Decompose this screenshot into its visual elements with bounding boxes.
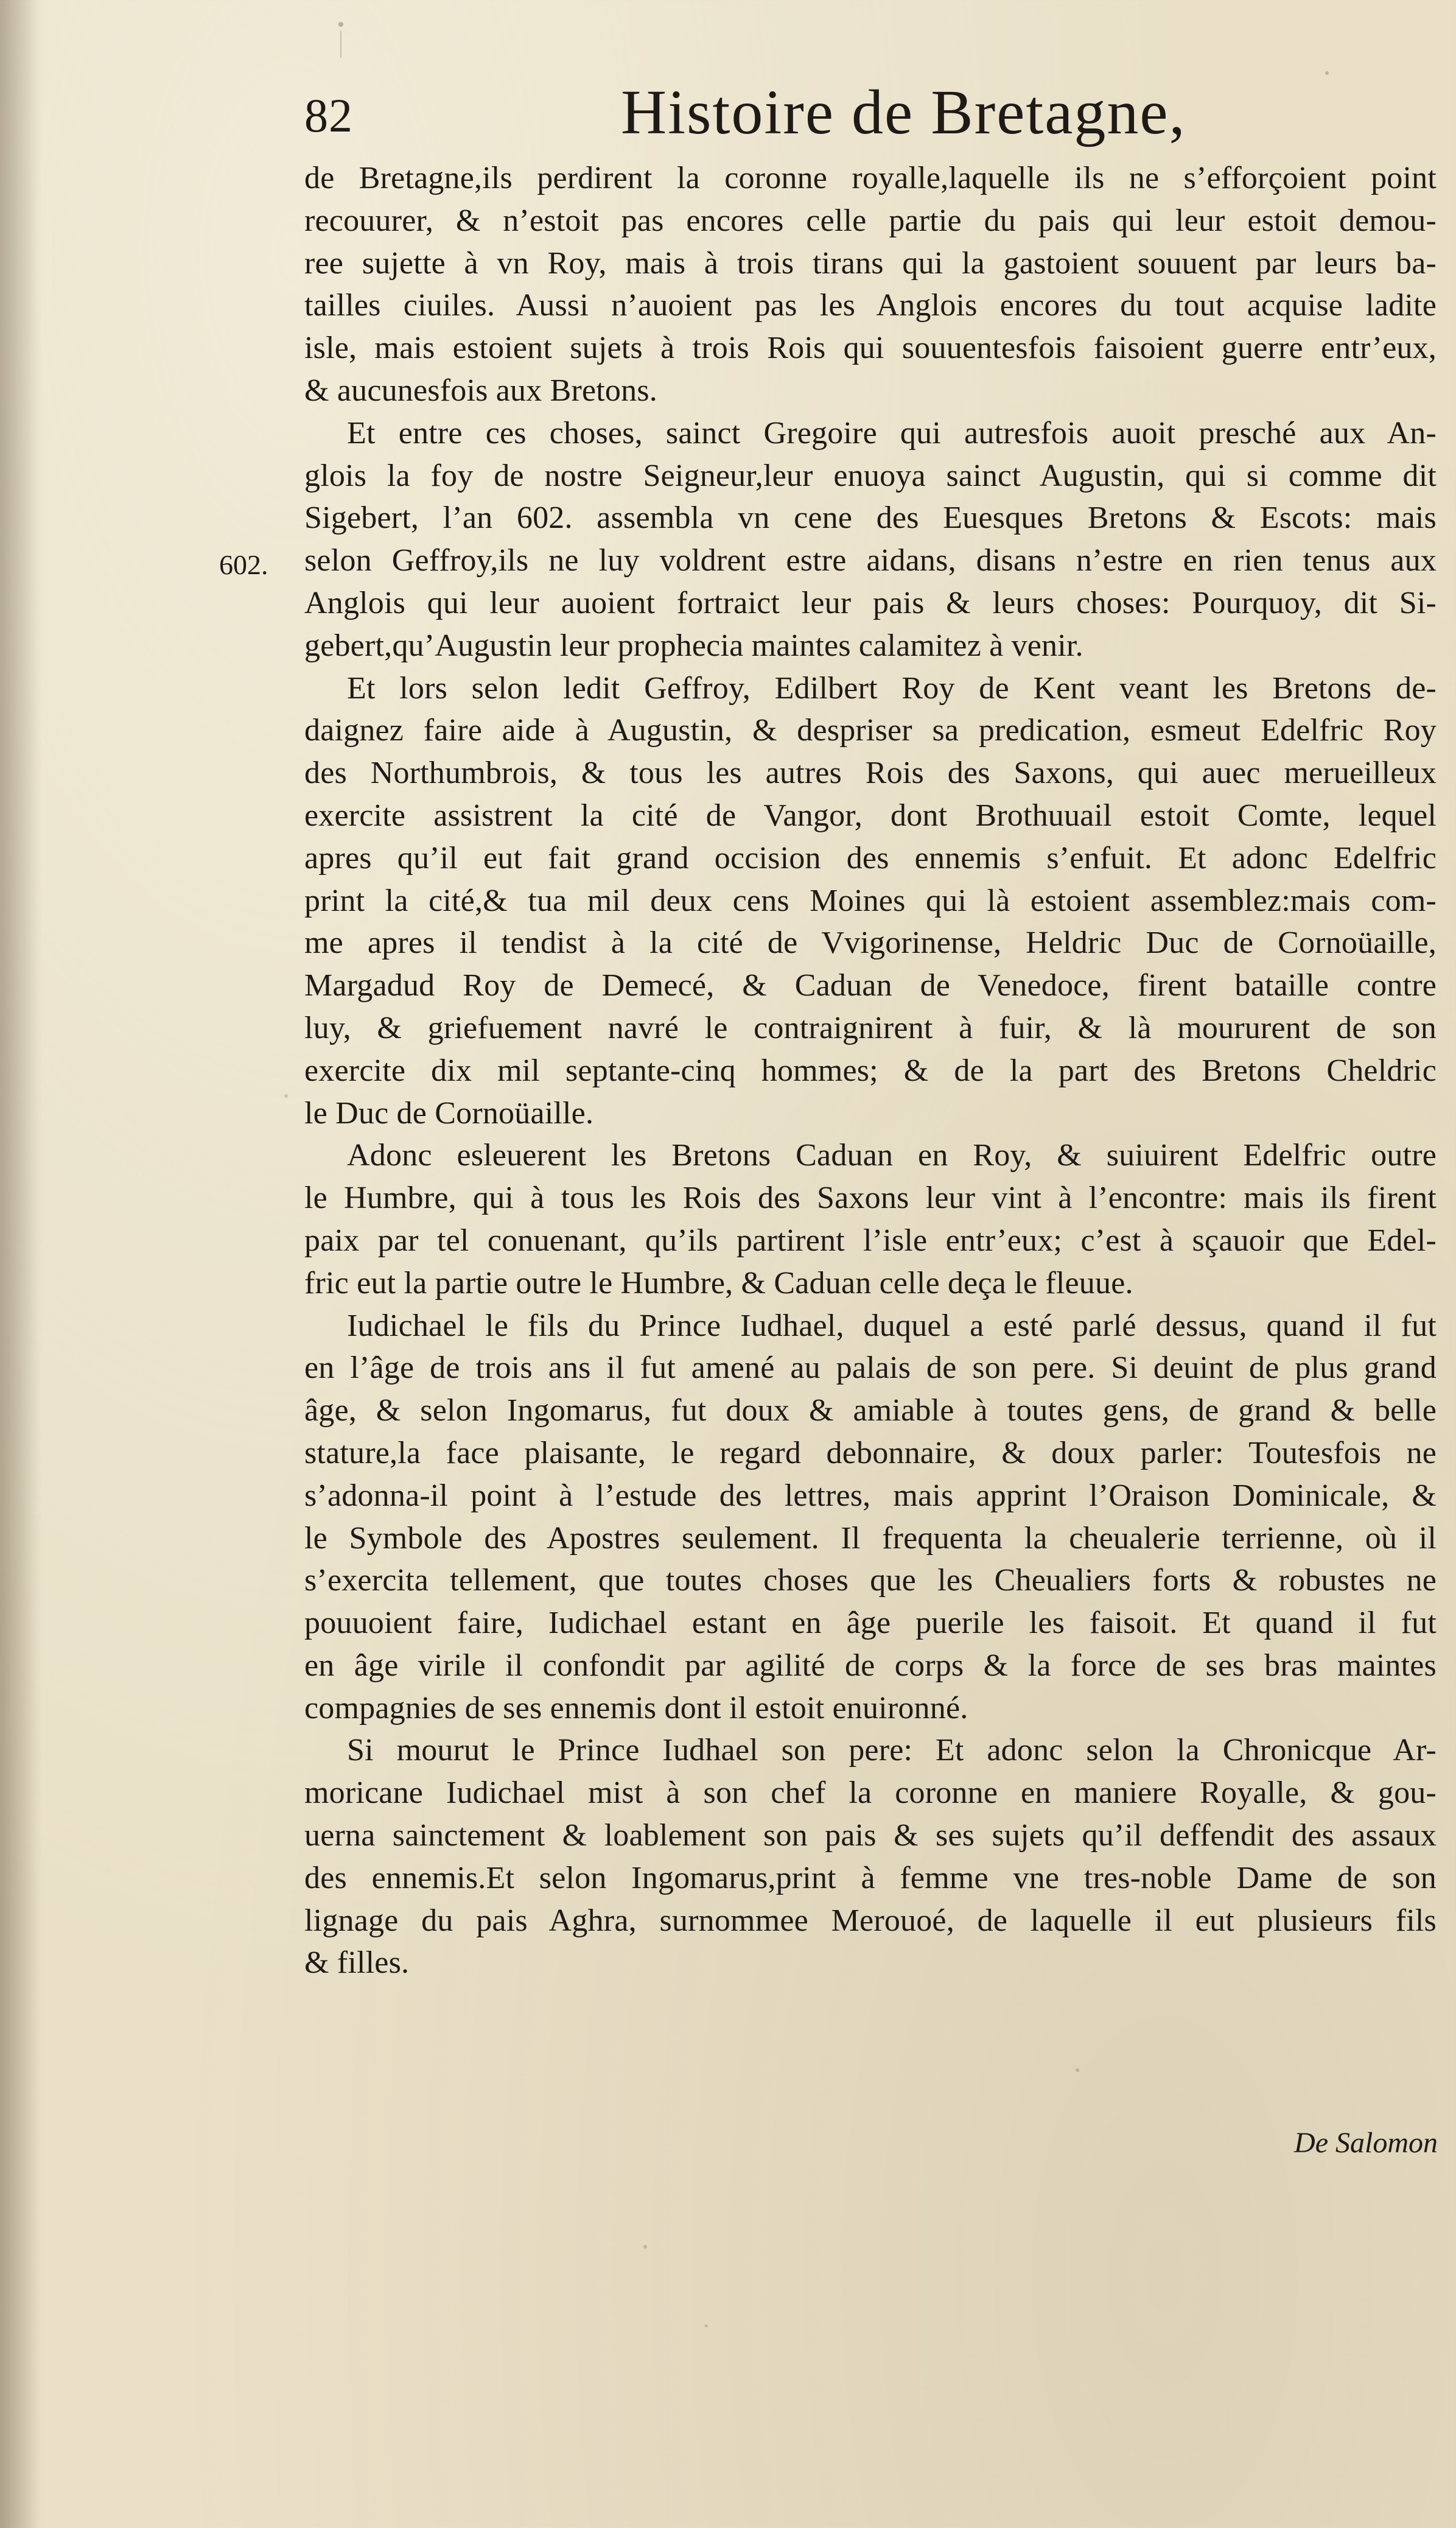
text-line: Adonc esleuerent les Bretons Caduan en Roy, & suiuirent Edelfric outre: [347, 1138, 1437, 1173]
text-line: des ennemis.Et selon Ingomarus,print à femme vne tres-noble Dame de son: [304, 1860, 1437, 1895]
text-line: tailles ciuiles. Aussi n’auoient pas les Anglois encores du tout acquise ladite: [304, 288, 1437, 323]
text-line: isle, mais estoient sujets à trois Rois qui souuentesfois faisoient guerre entr’eux,: [304, 331, 1437, 366]
text-line: moricane Iudichael mist à son chef la coronne en maniere Royalle, & gou-: [304, 1775, 1437, 1811]
text-line: gebert,qu’Augustin leur prophecia maintes calamitez à venir.: [304, 628, 1083, 663]
text-line: Iudichael le fils du Prince Iudhael, duquel a esté parlé dessus, quand il fut: [347, 1308, 1437, 1343]
catchword: De Salomon: [1294, 2127, 1438, 2159]
text-line: Anglois qui leur auoient fortraict leur pais & leurs choses: Pourquoy, dit Si-: [304, 585, 1437, 620]
text-line: exercite dix mil septante-cinq hommes; & de la part des Bretons Cheldric: [304, 1053, 1437, 1088]
text-line: âge, & selon Ingomarus, fut doux & amiable à toutes gens, de grand & belle: [304, 1393, 1437, 1428]
page-number: 82: [304, 89, 353, 142]
text-line: exercite assistrent la cité de Vangor, dont Brothuuail estoit Comte, lequel: [304, 798, 1437, 833]
body-text: [304, 157, 1437, 1984]
text-line: Si mourut le Prince Iudhael son pere: Et adonc selon la Chronicque Ar-: [347, 1733, 1437, 1768]
text-line: print la cité,& tua mil deux cens Moines qui là estoient assemblez:mais com-: [304, 883, 1437, 918]
text-line: compagnies de ses ennemis dont il estoit enuironné.: [304, 1690, 968, 1726]
text-line: des Northumbrois, & tous les autres Rois des Saxons, qui auec merueilleux: [304, 756, 1437, 791]
text-line: Sigebert, l’an 602. assembla vn cene des Euesques Bretons & Escots: mais: [304, 500, 1437, 536]
text-line: uerna sainctement & loablement son pais & ses sujets qu’il deffendit des assaux: [304, 1818, 1437, 1853]
text-line: fric eut la partie outre le Humbre, & Caduan celle deça le fleuue.: [304, 1265, 1133, 1301]
text-line: glois la foy de nostre Seigneur,leur enuoya sainct Augustin, qui si comme dit: [304, 458, 1437, 493]
margin-note: 602.: [219, 549, 268, 580]
text-line: en l’âge de trois ans il fut amené au palais de son pere. Si deuint de plus grand: [304, 1350, 1437, 1386]
text-line: me apres il tendist à la cité de Vvigorinense, Heldric Duc de Cornoüaille,: [304, 925, 1437, 961]
text-line: le Humbre, qui à tous les Rois des Saxons leur vint à l’encontre: mais ils firent: [304, 1181, 1437, 1216]
text-line: daignez faire aide à Augustin, & despriser sa predication, esmeut Edelfric Roy: [304, 713, 1437, 748]
text-line: de Bretagne,ils perdirent la coronne royalle,laquelle ils ne s’efforçoient point: [304, 161, 1437, 195]
binding-shadow: [0, 0, 43, 2528]
text-line: apres qu’il eut fait grand occision des ennemis s’enfuit. Et adonc Edelfric: [304, 840, 1437, 876]
text-line: le Symbole des Apostres seulement. Il frequenta la cheualerie terrienne, où il: [304, 1520, 1437, 1556]
text-line: Et entre ces choses, sainct Gregoire qui autresfois auoit presché aux An-: [347, 415, 1437, 451]
text-line: & filles.: [304, 1945, 410, 1981]
running-title: Histoire de Bretagne,: [621, 77, 1186, 147]
text-line: le Duc de Cornoüaille.: [304, 1095, 594, 1131]
text-line: lignage du pais Aghra, surnommee Merouoé, de laquelle il eut plusieurs fils: [304, 1903, 1437, 1938]
text-line: ree sujette à vn Roy, mais à trois tirans qui la gastoient souuent par leurs ba-: [304, 245, 1437, 281]
text-line: Margadud Roy de Demecé, & Caduan de Venedoce, firent bataille contre: [304, 968, 1437, 1003]
text-line: & aucunesfois aux Bretons.: [304, 373, 657, 408]
text-line: s’adonna-il point à l’estude des lettres, mais apprint l’Oraison Dominicale, &: [304, 1478, 1437, 1513]
text-line: luy, & griefuement navré le contraignirent à fuir, & là moururent de son: [304, 1010, 1437, 1045]
text-line: Et lors selon ledit Geffroy, Edilbert Roy de Kent veant les Bretons de-: [347, 670, 1437, 706]
text-line: stature,la face plaisante, le regard debonnaire, & doux parler: Toutesfois ne: [304, 1435, 1437, 1470]
text-line: recouurer, & n’estoit pas encores celle partie du pais qui leur estoit demou-: [304, 203, 1437, 238]
text-line: selon Geffroy,ils ne luy voldrent estre aidans, disans n’estre en rien tenus aux: [304, 543, 1437, 578]
text-line: pouuoient faire, Iudichael estant en âge puerile les faisoit. Et quand il fut: [304, 1606, 1437, 1641]
text-line: paix par tel conuenant, qu’ils partirent l’isle entr’eux; c’est à sçauoir que Edel-: [304, 1223, 1437, 1258]
text-line: en âge virile il confondit par agilité de corps & la force de ses bras maintes: [304, 1648, 1437, 1683]
text-line: s’exercita tellement, que toutes choses que les Cheualiers forts & robustes ne: [304, 1563, 1437, 1598]
